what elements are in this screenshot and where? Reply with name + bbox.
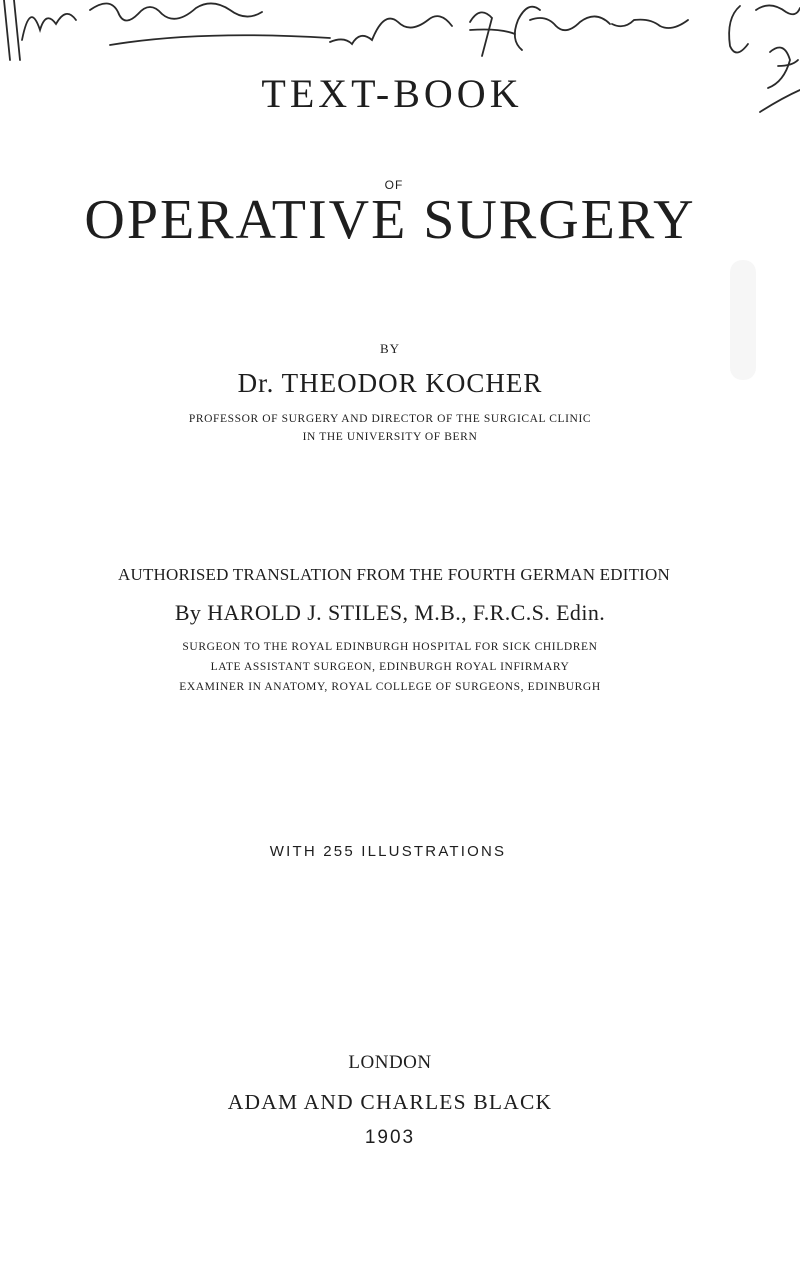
translator-position-1: SURGEON TO THE ROYAL EDINBURGH HOSPITAL FOR SICK CHILDREN bbox=[182, 641, 598, 653]
main-title: OPERATIVE SURGERY bbox=[84, 189, 696, 251]
translator-position-2: LATE ASSISTANT SURGEON, EDINBURGH ROYAL INFIRMARY bbox=[210, 661, 570, 673]
translator-suffix: Edin. bbox=[556, 600, 606, 625]
translation-note: AUTHORISED TRANSLATION FROM THE FOURTH GERMAN EDITION bbox=[117, 565, 670, 584]
author-position-2: IN THE UNIVERSITY OF BERN bbox=[302, 431, 478, 443]
translator-position-3: EXAMINER IN ANATOMY, ROYAL COLLEGE OF SURGEONS, EDINBURGH bbox=[179, 681, 601, 693]
title-line-1: TEXT-BOOK bbox=[261, 71, 523, 116]
author-name bbox=[0, 368, 790, 399]
by-label: BY bbox=[379, 341, 401, 356]
publication-year: 1903 bbox=[364, 1127, 416, 1148]
author-position-1: PROFESSOR OF SURGERY AND DIRECTOR OF THE SURGICAL CLINIC bbox=[188, 413, 592, 425]
translator-name-text: HAROLD J. STILES, M.B., F.R.C.S. bbox=[207, 600, 551, 625]
title-line-2: OF bbox=[384, 178, 404, 192]
author-prefix: Dr. bbox=[237, 368, 275, 398]
translator-prefix: By bbox=[174, 600, 202, 625]
author-name-text: THEODOR KOCHER bbox=[281, 368, 543, 398]
publisher-name: ADAM AND CHARLES BLACK bbox=[227, 1090, 553, 1114]
illustrations-note: WITH 255 ILLUSTRATIONS bbox=[269, 843, 507, 860]
publisher-city: LONDON bbox=[348, 1052, 432, 1073]
page-smudge bbox=[730, 260, 756, 380]
translator-name bbox=[0, 600, 790, 626]
